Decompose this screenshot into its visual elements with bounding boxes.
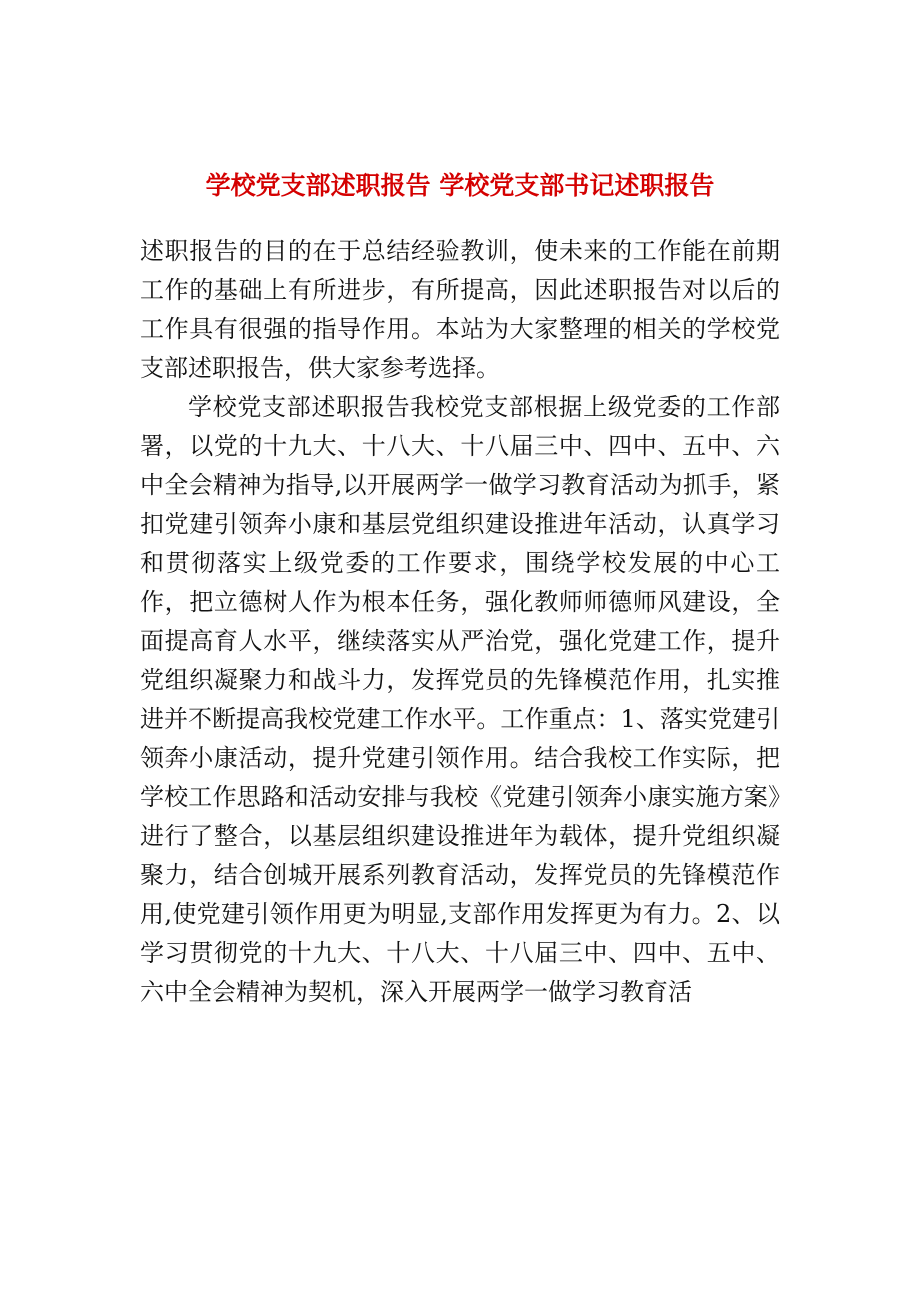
document-body [140, 232, 780, 1012]
report-paragraph: 学校党支部述职报告我校党支部根据上级党委的工作部署，以党的十九大、十八大、十八届三中、四中、五中、六中全会精神为指导,以开展两学一做学习教育活动为抓手，紧扣党建引领奔小康和基层党组织建设推进年活动，认真学习和贯彻落实上级党委的工作要求，围绕学校发展的中心工作，把立德树人作为根本任务，强化教师师德师风建设，全面提高育人水平，继续落实从严治党，强化党建工作，提升党组织凝聚力和战斗力，发挥党员的先锋模范作用，扎实推进并不断提高我校党建工作水平。工作重点：1、落实党建引领奔小康活动，提升党建引领作用。结合我校工作实际，把学校工作思路和活动安排与我校《党建引领奔小康实施方案》进行了整合，以基层组织建设推进年为载体，提升党组织凝聚力，结合创城开展系列教育活动，发挥党员的先锋模范作用,使党建引领作用更为明显,支部作用发挥更为有力。2、以学习贯彻党的十九大、十八大、十八届三中、四中、五中、六中全会精神为契机，深入开展两学一做学习教育活 [140, 393, 780, 1006]
document-title: 学校党支部述职报告 学校党支部书记述职报告 [205, 171, 715, 200]
intro-paragraph: 述职报告的目的在于总结经验教训，使未来的工作能在前期工作的基础上有所进步，有所提高，因此述职报告对以后的工作具有很强的指导作用。本站为大家整理的相关的学校党支部述职报告，供大家参考选择。 [140, 237, 780, 382]
